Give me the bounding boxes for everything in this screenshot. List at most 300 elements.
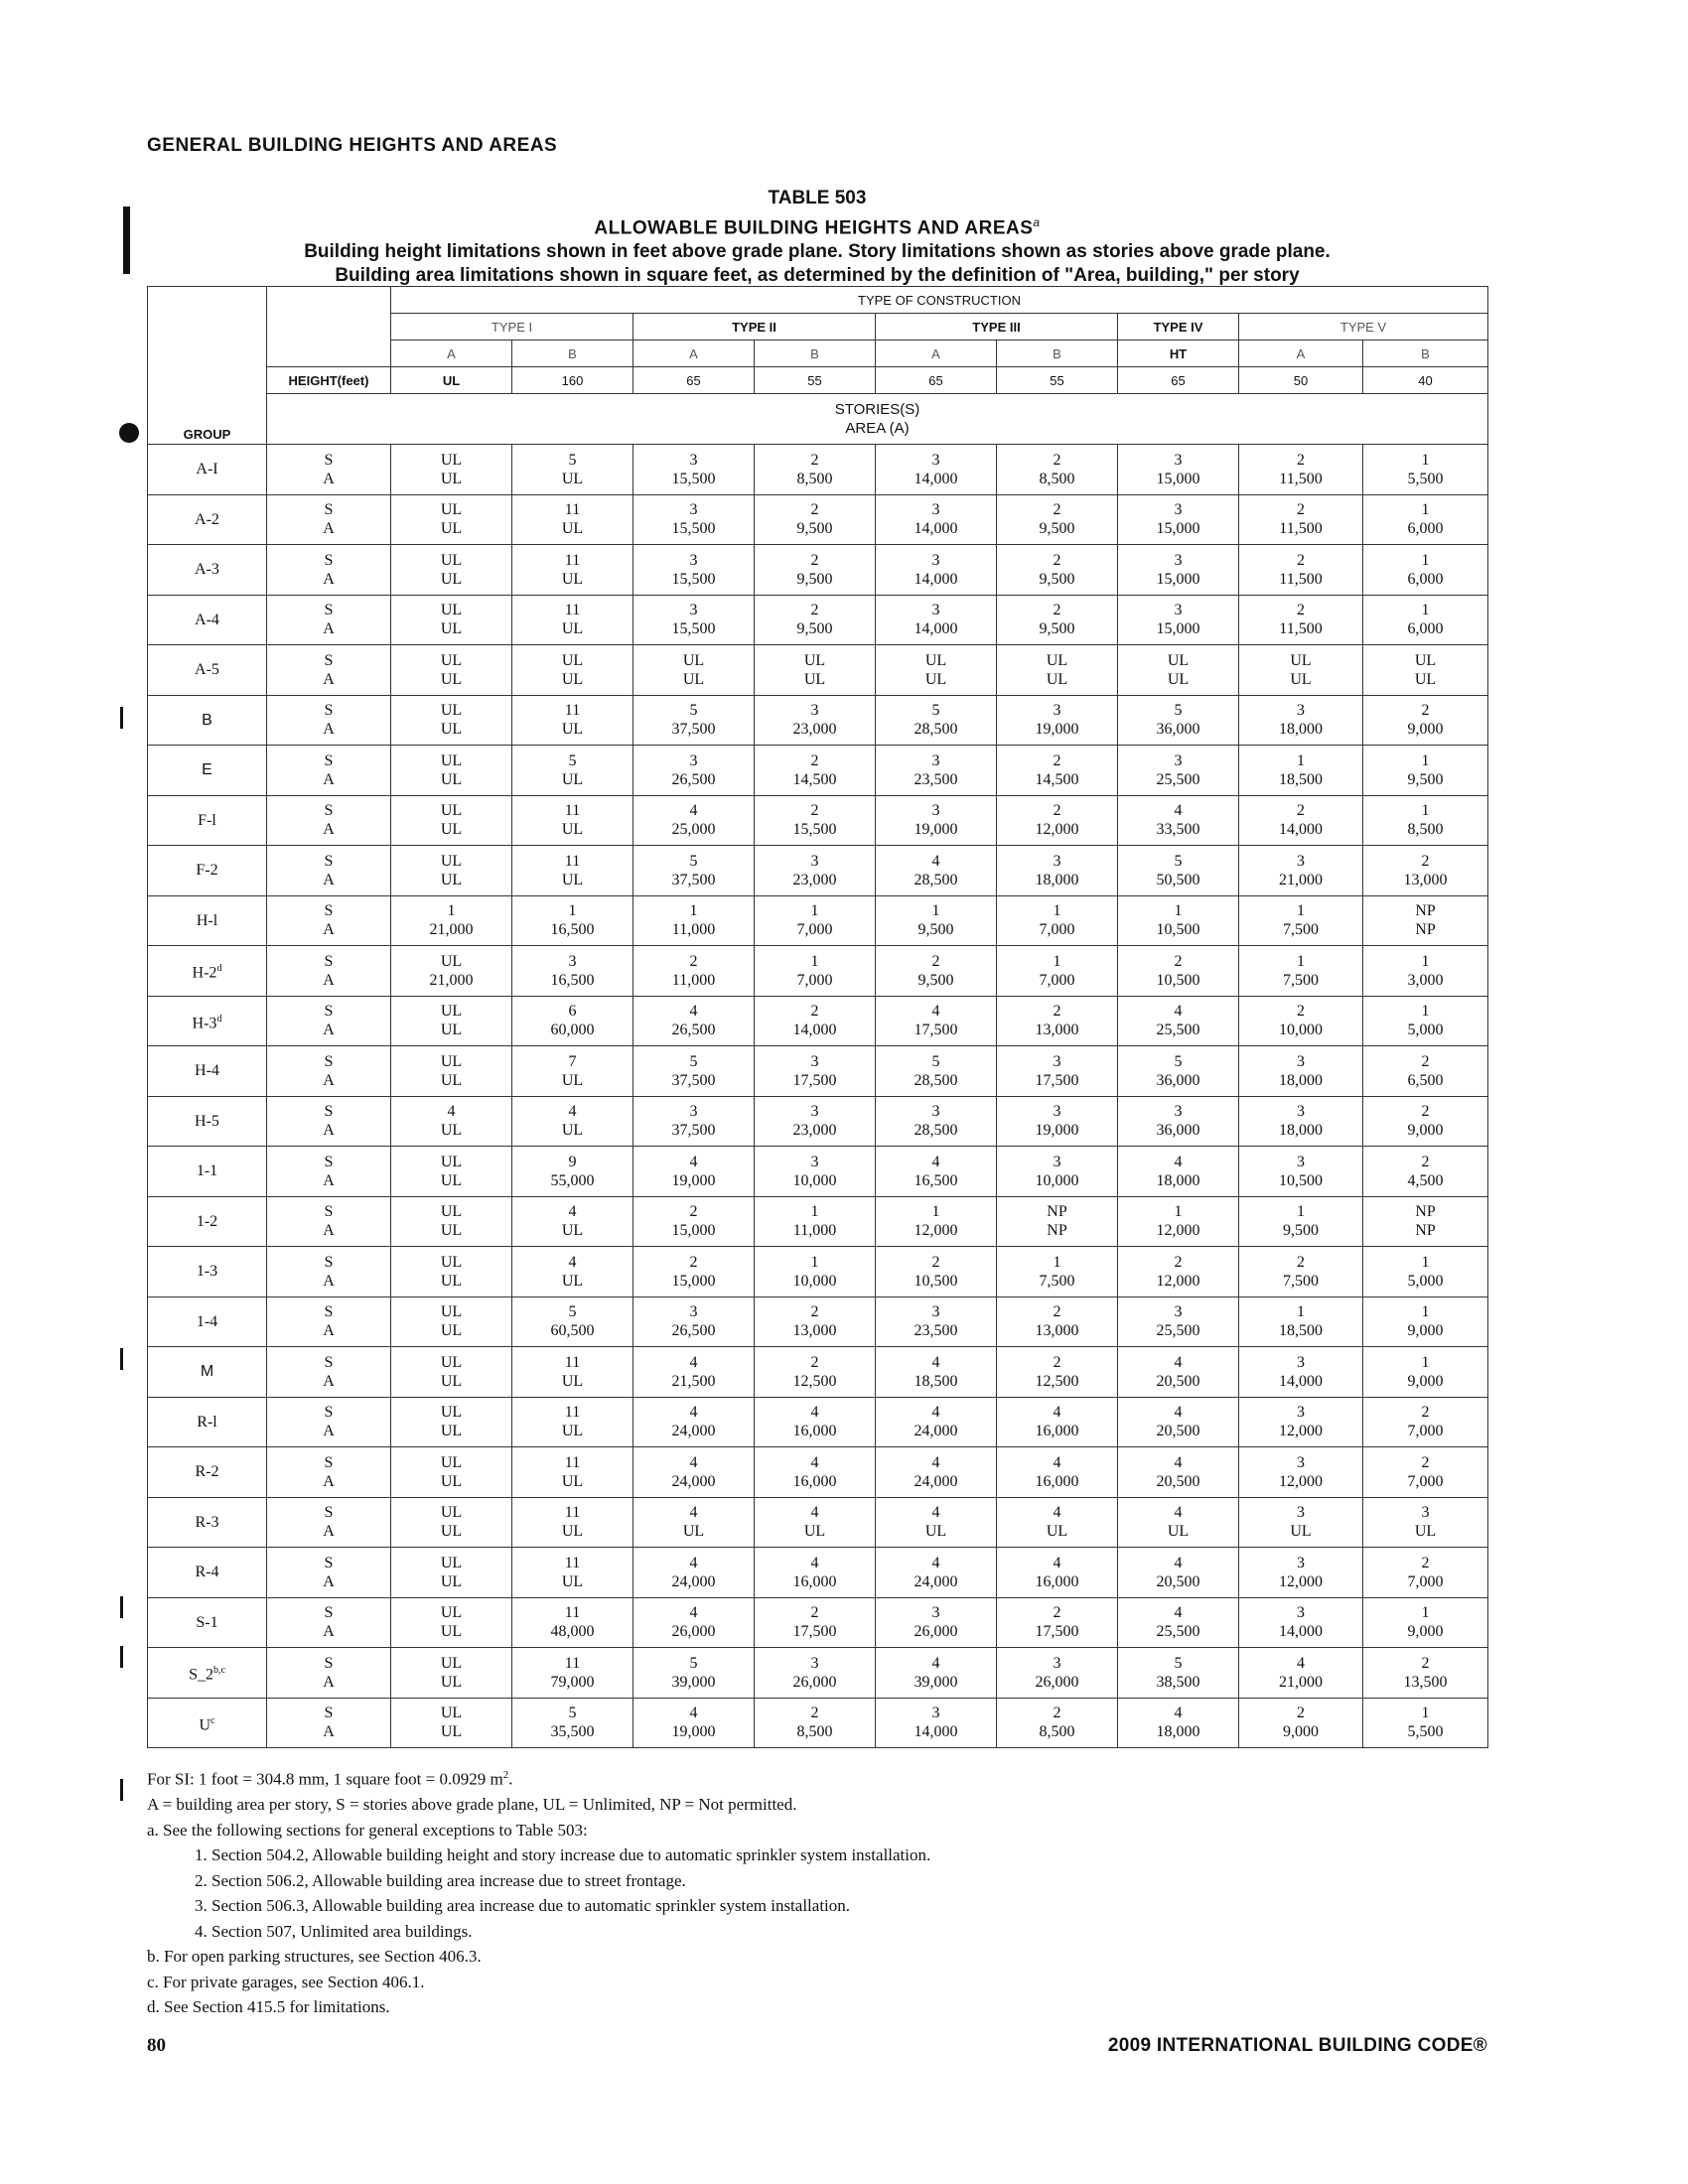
value-cell: 3 UL [1239, 1497, 1363, 1548]
group-cell: 1-1 [148, 1147, 267, 1197]
sa-label-cell: S A [267, 1046, 391, 1097]
heights-areas-table [147, 286, 1488, 1748]
value-cell: 3 21,000 [1239, 846, 1363, 896]
group-cell: H-3$^d$ [148, 996, 267, 1046]
value-cell: 7 UL [512, 1046, 633, 1097]
group-cell: A-I [148, 445, 267, 495]
value-cell: 3 26,000 [876, 1597, 997, 1648]
value-cell: 4 20,500 [1118, 1548, 1239, 1598]
height-value: 160 [512, 367, 633, 394]
sa-label-cell: S A [267, 1196, 391, 1247]
value-cell: 5 38,500 [1118, 1648, 1239, 1699]
group-cell: 1-3 [148, 1247, 267, 1297]
value-cell: 4 18,000 [1118, 1698, 1239, 1748]
group-cell: A-5 [148, 645, 267, 696]
revision-bar [120, 1348, 123, 1370]
value-cell: 3 26,000 [997, 1648, 1118, 1699]
value-cell: 3 23,000 [755, 695, 876, 746]
value-cell: UL UL [997, 645, 1118, 696]
value-cell: 5 50,500 [1118, 846, 1239, 896]
table-row [148, 1597, 1488, 1648]
value-cell: 1 5,000 [1363, 996, 1488, 1046]
height-value: 65 [1118, 367, 1239, 394]
sa-label-cell: S A [267, 795, 391, 846]
footnote-a-item: 3. Section 506.3, Allowable building area increase due to automatic sprinkler system installation. [195, 1896, 851, 1916]
value-cell: UL UL [391, 1698, 512, 1748]
table-row [148, 1196, 1488, 1247]
table-row [148, 1397, 1488, 1447]
group-cell: 1-4 [148, 1297, 267, 1347]
table-row [148, 746, 1488, 796]
value-cell: 4 UL [876, 1497, 997, 1548]
value-cell: 3 16,500 [512, 946, 633, 997]
value-cell: UL UL [391, 1297, 512, 1347]
value-cell: 4 25,500 [1118, 996, 1239, 1046]
group-header: GROUP [148, 287, 267, 445]
value-cell: 5 37,500 [633, 1046, 755, 1097]
value-cell: 2 11,500 [1239, 445, 1363, 495]
value-cell: 3 10,000 [997, 1147, 1118, 1197]
height-label: HEIGHT(feet) [267, 367, 391, 394]
table-row [148, 695, 1488, 746]
value-cell: 4 25,500 [1118, 1597, 1239, 1648]
value-cell: 3 15,000 [1118, 595, 1239, 645]
value-cell: 2 4,500 [1363, 1147, 1488, 1197]
group-cell: A-3 [148, 545, 267, 596]
value-cell: NP NP [1363, 1196, 1488, 1247]
table-row [148, 946, 1488, 997]
value-cell: 1 10,500 [1118, 895, 1239, 946]
subtype-header: B [512, 341, 633, 367]
value-cell: 4 UL [512, 1196, 633, 1247]
value-cell: UL UL [391, 494, 512, 545]
sa-label-cell: S A [267, 1297, 391, 1347]
value-cell: 3 14,000 [876, 445, 997, 495]
value-cell: 5 35,500 [512, 1698, 633, 1748]
value-cell: 2 11,000 [633, 946, 755, 997]
height-value: 55 [997, 367, 1118, 394]
value-cell: 11 UL [512, 1497, 633, 1548]
value-cell: 4 UL [391, 1096, 512, 1147]
value-cell: 3 26,500 [633, 746, 755, 796]
value-cell: 3 14,000 [876, 595, 997, 645]
value-cell: UL UL [391, 1648, 512, 1699]
value-cell: 3 12,000 [1239, 1447, 1363, 1498]
group-cell: A-4 [148, 595, 267, 645]
table-row [148, 445, 1488, 495]
height-value: 50 [1239, 367, 1363, 394]
value-cell: 3 UL [1363, 1497, 1488, 1548]
table-number: TABLE 503 [768, 188, 867, 208]
value-cell: 2 13,000 [1363, 846, 1488, 896]
value-cell: 4 28,500 [876, 846, 997, 896]
sa-label-cell: S A [267, 946, 391, 997]
value-cell: UL UL [391, 1147, 512, 1197]
value-cell: 4 UL [512, 1247, 633, 1297]
value-cell: 2 12,000 [1118, 1247, 1239, 1297]
sa-label-cell: S A [267, 746, 391, 796]
sa-label-cell: S A [267, 846, 391, 896]
value-cell: 2 11,500 [1239, 494, 1363, 545]
value-cell: 4 16,000 [755, 1447, 876, 1498]
revision-bar [120, 1646, 123, 1668]
value-cell: 2 13,000 [997, 1297, 1118, 1347]
subtype-header: B [1363, 341, 1488, 367]
value-cell: 3 18,000 [1239, 695, 1363, 746]
section-header: GENERAL BUILDING HEIGHTS AND AREAS [147, 135, 558, 156]
value-cell: 3 25,500 [1118, 746, 1239, 796]
value-cell: 4 24,000 [633, 1548, 755, 1598]
value-cell: UL UL [391, 795, 512, 846]
group-cell: S-1 [148, 1597, 267, 1648]
value-cell: 4 25,000 [633, 795, 755, 846]
group-cell: H-4 [148, 1046, 267, 1097]
value-cell: 4 21,500 [633, 1347, 755, 1398]
value-cell: 4 20,500 [1118, 1447, 1239, 1498]
value-cell: 4 24,000 [876, 1548, 997, 1598]
table-row [148, 1297, 1488, 1347]
value-cell: 2 9,500 [755, 595, 876, 645]
value-cell: 2 8,500 [755, 1698, 876, 1748]
value-cell: 1 9,500 [1239, 1196, 1363, 1247]
value-cell: 3 18,000 [1239, 1046, 1363, 1097]
table-row [148, 1247, 1488, 1297]
value-cell: 2 14,000 [1239, 795, 1363, 846]
value-cell: 4 18,500 [876, 1347, 997, 1398]
group-cell: 1-2 [148, 1196, 267, 1247]
sa-label-cell: S A [267, 1548, 391, 1598]
sa-label-cell: S A [267, 996, 391, 1046]
value-cell: 2 13,000 [997, 996, 1118, 1046]
value-cell: 2 7,000 [1363, 1447, 1488, 1498]
value-cell: 4 33,500 [1118, 795, 1239, 846]
table-row [148, 1347, 1488, 1398]
value-cell: UL UL [391, 1597, 512, 1648]
type-ii-header: TYPE II [633, 314, 876, 341]
value-cell: 3 19,000 [997, 695, 1118, 746]
value-cell: 1 6,000 [1363, 595, 1488, 645]
sa-label-cell: S A [267, 1397, 391, 1447]
value-cell: UL UL [391, 746, 512, 796]
value-cell: 1 5,500 [1363, 1698, 1488, 1748]
value-cell: 2 9,500 [997, 494, 1118, 545]
value-cell: 3 14,000 [876, 545, 997, 596]
value-cell: 3 14,000 [1239, 1597, 1363, 1648]
value-cell: 2 7,000 [1363, 1397, 1488, 1447]
table-row [148, 645, 1488, 696]
value-cell: 3 10,500 [1239, 1147, 1363, 1197]
value-cell: 4 19,000 [633, 1147, 755, 1197]
value-cell: UL UL [876, 645, 997, 696]
value-cell: UL UL [391, 645, 512, 696]
value-cell: 2 15,500 [755, 795, 876, 846]
value-cell: 4 16,000 [997, 1447, 1118, 1498]
value-cell: 1 11,000 [755, 1196, 876, 1247]
value-cell: 11 UL [512, 846, 633, 896]
value-cell: 4 24,000 [876, 1447, 997, 1498]
value-cell: 2 8,500 [997, 1698, 1118, 1748]
value-cell: 3 17,500 [755, 1046, 876, 1097]
value-cell: 1 5,500 [1363, 445, 1488, 495]
value-cell: UL UL [391, 545, 512, 596]
value-cell: 3 18,000 [997, 846, 1118, 896]
value-cell: 2 12,500 [755, 1347, 876, 1398]
value-cell: 3 15,000 [1118, 445, 1239, 495]
value-cell: 1 7,500 [997, 1247, 1118, 1297]
sa-label-cell: S A [267, 695, 391, 746]
footnote-a: a. See the following sections for general exceptions to Table 503: [147, 1820, 588, 1840]
type-iii-header: TYPE III [876, 314, 1118, 341]
value-cell: 2 9,500 [997, 595, 1118, 645]
height-value: 65 [876, 367, 997, 394]
subtype-header: A [633, 341, 755, 367]
value-cell: 3 19,000 [997, 1096, 1118, 1147]
footnotes [147, 1763, 1487, 2020]
footnote-a-item: 1. Section 504.2, Allowable building height and story increase due to automatic sprinkler system installation. [195, 1845, 931, 1865]
sa-label-cell: S A [267, 1096, 391, 1147]
sa-label-cell: S A [267, 1247, 391, 1297]
table-row [148, 1096, 1488, 1147]
value-cell: 11 UL [512, 1397, 633, 1447]
table-row [148, 895, 1488, 946]
table-row [148, 1147, 1488, 1197]
value-cell: 5 60,500 [512, 1297, 633, 1347]
subtype-header: A [876, 341, 997, 367]
value-cell: 2 12,000 [997, 795, 1118, 846]
value-cell: 1 5,000 [1363, 1247, 1488, 1297]
value-cell: 1 9,000 [1363, 1597, 1488, 1648]
value-cell: 1 9,500 [876, 895, 997, 946]
table-title-block [147, 187, 1487, 288]
revision-bar [123, 206, 130, 274]
value-cell: 1 6,000 [1363, 545, 1488, 596]
value-cell: 2 7,500 [1239, 1247, 1363, 1297]
sa-label-cell: S A [267, 1497, 391, 1548]
revision-bar [120, 1779, 123, 1801]
value-cell: 4 UL [755, 1497, 876, 1548]
value-cell: 5 36,000 [1118, 695, 1239, 746]
value-cell: 3 25,500 [1118, 1297, 1239, 1347]
value-cell: 3 12,000 [1239, 1548, 1363, 1598]
group-cell: M [148, 1347, 267, 1398]
value-cell: UL UL [391, 1046, 512, 1097]
value-cell: 2 9,000 [1239, 1698, 1363, 1748]
table-row [148, 996, 1488, 1046]
value-cell: 11 48,000 [512, 1597, 633, 1648]
sa-label-cell: S A [267, 494, 391, 545]
value-cell: UL UL [755, 645, 876, 696]
table-row [148, 1648, 1488, 1699]
value-cell: 1 10,000 [755, 1247, 876, 1297]
value-cell: 4 16,000 [755, 1548, 876, 1598]
value-cell: 5 36,000 [1118, 1046, 1239, 1097]
table-subtitle-2: Building area limitations shown in square feet, as determined by the definition of "Area, building," per story [335, 265, 1300, 287]
value-cell: 4 26,500 [633, 996, 755, 1046]
value-cell: UL UL [391, 996, 512, 1046]
value-cell: 1 16,500 [512, 895, 633, 946]
value-cell: UL UL [391, 1247, 512, 1297]
value-cell: 1 11,000 [633, 895, 755, 946]
value-cell: 2 14,000 [755, 996, 876, 1046]
footnote-abbrev: A = building area per story, S = stories above grade plane, UL = Unlimited, NP = Not permitted. [147, 1795, 797, 1815]
value-cell: 3 17,500 [997, 1046, 1118, 1097]
value-cell: 2 6,500 [1363, 1046, 1488, 1097]
value-cell: 1 6,000 [1363, 494, 1488, 545]
value-cell: 4 16,500 [876, 1147, 997, 1197]
footnote-a-item: 2. Section 506.2, Allowable building area increase due to street frontage. [195, 1870, 686, 1890]
footnote-b: b. For open parking structures, see Section 406.3. [147, 1947, 482, 1967]
value-cell: 2 12,500 [997, 1347, 1118, 1398]
value-cell: 11 UL [512, 695, 633, 746]
value-cell: 3 28,500 [876, 1096, 997, 1147]
value-cell: 3 26,000 [755, 1648, 876, 1699]
table-row [148, 1046, 1488, 1097]
value-cell: 6 60,000 [512, 996, 633, 1046]
subtype-header: A [1239, 341, 1363, 367]
value-cell: 1 12,000 [1118, 1196, 1239, 1247]
value-cell: 3 14,000 [876, 1698, 997, 1748]
group-cell: H-l [148, 895, 267, 946]
value-cell: UL UL [633, 645, 755, 696]
value-cell: 4 17,500 [876, 996, 997, 1046]
value-cell: 3 37,500 [633, 1096, 755, 1147]
stories-area-header [267, 394, 1488, 445]
value-cell: 5 39,000 [633, 1648, 755, 1699]
value-cell: 1 3,000 [1363, 946, 1488, 997]
value-cell: 4 UL [633, 1497, 755, 1548]
value-cell: NP NP [1363, 895, 1488, 946]
value-cell: UL UL [391, 1397, 512, 1447]
sa-label-cell: S A [267, 1597, 391, 1648]
value-cell: 4 19,000 [633, 1698, 755, 1748]
table-name: ALLOWABLE BUILDING HEIGHTS AND AREAS$^a$ [594, 215, 1041, 239]
revision-bar [120, 1596, 123, 1618]
sa-label-cell: S A [267, 545, 391, 596]
sa-label-cell: S A [267, 645, 391, 696]
value-cell: 3 23,000 [755, 1096, 876, 1147]
value-cell: UL UL [391, 1447, 512, 1498]
value-cell: 2 13,000 [755, 1297, 876, 1347]
table-row [148, 595, 1488, 645]
table-subtitle-1: Building height limitations shown in feet above grade plane. Story limitations shown as stories above grade plane. [304, 241, 1331, 263]
value-cell: 3 15,500 [633, 545, 755, 596]
stories-label: STORIES(S) [834, 401, 920, 418]
value-cell: 3 18,000 [1239, 1096, 1363, 1147]
value-cell: 11 UL [512, 1548, 633, 1598]
height-value: 55 [755, 367, 876, 394]
value-cell: 4 24,000 [633, 1397, 755, 1447]
value-cell: 4 39,000 [876, 1648, 997, 1699]
value-cell: 2 9,000 [1363, 1096, 1488, 1147]
deletion-marker [119, 423, 139, 443]
type-i-header: TYPE I [391, 314, 633, 341]
sa-label-cell: S A [267, 1698, 391, 1748]
value-cell: 5 28,500 [876, 695, 997, 746]
sa-label-cell: S A [267, 1147, 391, 1197]
value-cell: 1 8,500 [1363, 795, 1488, 846]
value-cell: 3 26,500 [633, 1297, 755, 1347]
group-cell: R-4 [148, 1548, 267, 1598]
value-cell: 11 UL [512, 1447, 633, 1498]
page-number: 80 [147, 2035, 166, 2056]
value-cell: 1 7,500 [1239, 946, 1363, 997]
value-cell: UL UL [391, 595, 512, 645]
value-cell: 1 9,000 [1363, 1297, 1488, 1347]
value-cell: UL UL [1363, 645, 1488, 696]
area-label: AREA (A) [845, 420, 910, 437]
blank-header-cell [267, 287, 391, 367]
value-cell: UL 21,000 [391, 946, 512, 997]
value-cell: UL UL [1239, 645, 1363, 696]
group-cell: S_2$^{b,c}$ [148, 1648, 267, 1699]
value-cell: UL UL [512, 645, 633, 696]
group-cell: R-3 [148, 1497, 267, 1548]
subtype-header: HT [1118, 341, 1239, 367]
sa-label-cell: S A [267, 895, 391, 946]
value-cell: UL UL [391, 445, 512, 495]
value-cell: 3 14,000 [1239, 1347, 1363, 1398]
group-cell: E [148, 746, 267, 796]
value-cell: 4 UL [1118, 1497, 1239, 1548]
value-cell: 2 8,500 [755, 445, 876, 495]
group-cell: R-l [148, 1397, 267, 1447]
value-cell: 1 18,500 [1239, 1297, 1363, 1347]
value-cell: 4 UL [512, 1096, 633, 1147]
value-cell: 2 9,500 [997, 545, 1118, 596]
value-cell: 4 UL [997, 1497, 1118, 1548]
value-cell: 1 7,000 [755, 946, 876, 997]
group-cell: H-2$^d$ [148, 946, 267, 997]
value-cell: 3 15,500 [633, 494, 755, 545]
value-cell: 11 UL [512, 545, 633, 596]
value-cell: 2 7,000 [1363, 1548, 1488, 1598]
value-cell: 1 7,000 [997, 895, 1118, 946]
value-cell: 4 26,000 [633, 1597, 755, 1648]
value-cell: UL UL [391, 1347, 512, 1398]
value-cell: 2 15,000 [633, 1196, 755, 1247]
revision-bar [120, 707, 123, 729]
table-name-footnote: a [1033, 215, 1041, 229]
sa-label-cell: S A [267, 595, 391, 645]
value-cell: 11 UL [512, 595, 633, 645]
value-cell: 4 24,000 [876, 1397, 997, 1447]
value-cell: 4 16,000 [997, 1397, 1118, 1447]
value-cell: 11 UL [512, 494, 633, 545]
group-cell: $U^c$ [148, 1698, 267, 1748]
footnote-si: For SI: 1 foot = 304.8 mm, 1 square foot = 0.0929 $m^2$. [147, 1769, 513, 1789]
footnote-a-item: 4. Section 507, Unlimited area buildings. [195, 1921, 473, 1941]
value-cell: 5 UL [512, 746, 633, 796]
value-cell: 1 7,500 [1239, 895, 1363, 946]
value-cell: 11 79,000 [512, 1648, 633, 1699]
value-cell: 2 10,000 [1239, 996, 1363, 1046]
type-v-header: TYPE V [1239, 314, 1488, 341]
value-cell: UL UL [1118, 645, 1239, 696]
value-cell: 1 7,000 [997, 946, 1118, 997]
value-cell: 2 15,000 [633, 1247, 755, 1297]
height-value: UL [391, 367, 512, 394]
value-cell: 3 14,000 [876, 494, 997, 545]
group-cell: R-2 [148, 1447, 267, 1498]
height-value: 65 [633, 367, 755, 394]
value-cell: 1 12,000 [876, 1196, 997, 1247]
value-cell: 4 24,000 [633, 1447, 755, 1498]
value-cell: 2 14,500 [755, 746, 876, 796]
value-cell: 3 12,000 [1239, 1397, 1363, 1447]
value-cell: 11 UL [512, 1347, 633, 1398]
value-cell: 3 23,500 [876, 746, 997, 796]
value-cell: 3 10,000 [755, 1147, 876, 1197]
